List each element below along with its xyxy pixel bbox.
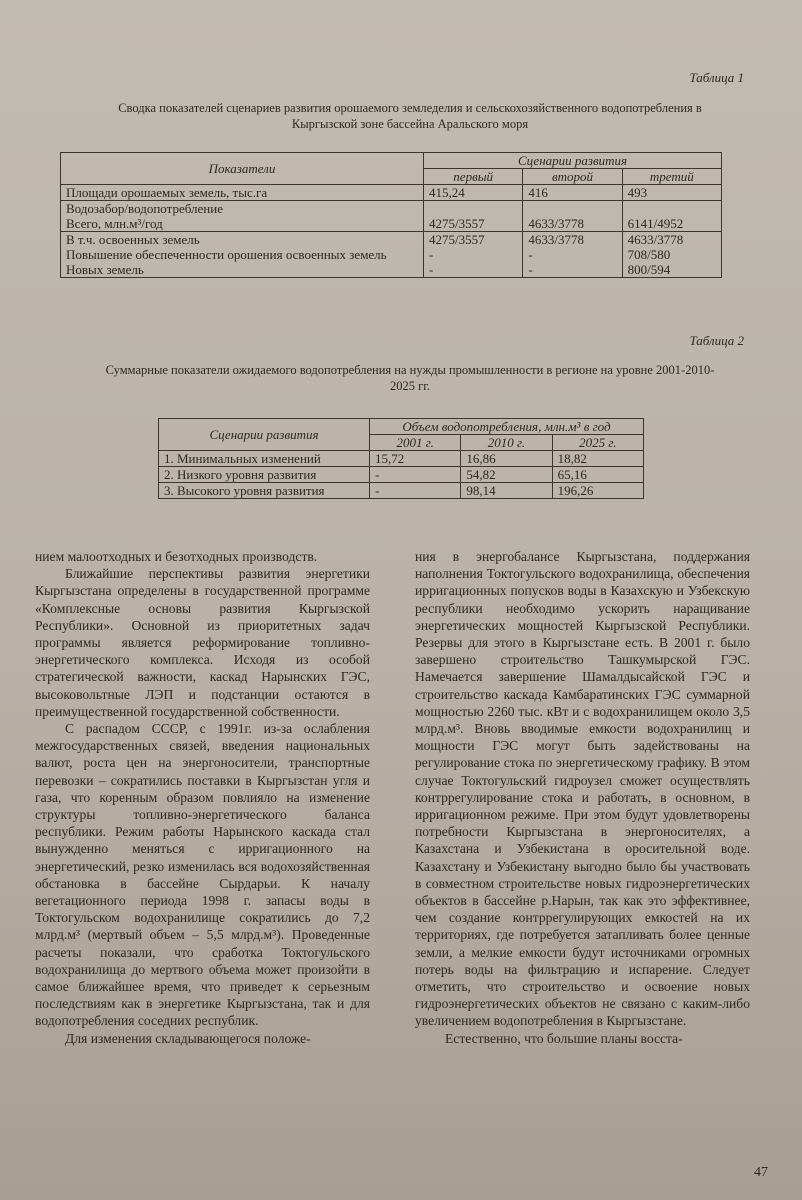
- table-cell: 2. Низкого уровня развития: [159, 467, 370, 483]
- table-cell: 54,82: [461, 467, 552, 483]
- table2-header-volume: Объем водопотребления, млн.м³ в год: [370, 419, 644, 435]
- table-cell: 65,16: [552, 467, 643, 483]
- table-cell: [61, 201, 424, 232]
- table-row: [61, 232, 722, 278]
- table-cell-line: Новых земель: [66, 262, 144, 277]
- table1-header-indicator: Показатели: [61, 153, 424, 185]
- table-row: [61, 201, 722, 232]
- table1-header-scenario-1: первый: [424, 169, 523, 185]
- table1-header-scenario-3: третий: [622, 169, 721, 185]
- table1-header-scenario-2: второй: [523, 169, 622, 185]
- table-cell: [424, 232, 523, 278]
- table-row: [61, 185, 722, 201]
- table-cell: 493: [622, 185, 721, 201]
- table-cell-line: Водозабор/водопотребление: [66, 201, 223, 216]
- table2: [158, 418, 644, 499]
- table-cell: 16,86: [461, 451, 552, 467]
- paragraph: ния в энергобалансе Кыргызстана, поддержания наполнения Токтогульского водохранилища, обеспечения ирригационных попусков воды в Казахскую и Узбекскую республики необходимо ускорить наращивание энергетических мощностей Кыргызской Республики. Резервы для этого в Кыргызстане есть. В 2001 г. было завершено строительство Ташкумырской ГЭС. Намечается завершение Шамалдысайской ГЭС и строительство каскада Камбаратинских ГЭС суммарной мощностью 2260 тыс. кВт и с водохранилищем около 3,5 млрд.м³. Вновь вводимые емкости водохранилищ и мощности ГЭС могут быть задействованы на регулирование стока по энергетическому графику. В этом случае Токтогульский гидроузел сможет осуществлять контррегулирование стока и работать, в основном, в ирригационном режиме. При этом будут удовлетворены потребности Кыргызстана в энергоносителях, а Казахстана и Узбекистана в оросительной воде. Казахстану и Узбекистану выгодно было бы участвовать в совместном строительстве новых гидроэнергетических объектов в бассейне р.Нарын, так как это эффективнее, чем создание контррегулирующих емкостей на их территориях, где потребуется затапливать более ценные земли, а мелкие емкости будут источниками огромных потерь воды на фильтрацию и испарение. Следует отметить, что строительство и освоение новых гидроэнергетических объектов не связано с каким-либо увеличением водопотребления в Кыргызстане.: [415, 549, 750, 1029]
- table-cell-line: Всего, млн.м³/год: [66, 216, 163, 231]
- table-cell: [523, 232, 622, 278]
- table1: [60, 152, 722, 278]
- paragraph: С распадом СССР, с 1991г. из-за ослабления межгосударственных связей, введения национальных валют, роста цен на энергоносители, транспортные перевозки – сократились поставки в Кыргызстан угля и газа, что коренным образом повлияло на изменение структуры топливно-энергетического баланса республики. Режим работы Нарынского каскада стал вынужденно меняться с ирригационного на энергетический, резко изменилась вся водохозяйственная обстановка в бассейне Сырдарьи. К началу вегетационного периода 1998 г. запасы воды в Токтогульском водохранилище сократились до 7,2 млрд.м³ (мертвый объем – 5,5 млрд.м³). Проведенные расчеты показали, что сработка Токтогульского водохранилища до мертвого объема может произойти в самое ближайшее время, что приведет к серьезным последствиям как в энергетике Кыргызстана, так и для водопотребления соседних республик.: [35, 721, 370, 1029]
- table-cell-line: 800/594: [627, 262, 671, 277]
- table-cell-line: -: [528, 247, 533, 262]
- table-cell: 4633/3778: [523, 201, 622, 232]
- paragraph: нием малоотходных и безотходных производств.: [35, 549, 318, 564]
- paragraph: Для изменения складывающегося положе-: [65, 1030, 311, 1046]
- table-cell: 98,14: [461, 483, 552, 499]
- table-cell: 415,24: [424, 185, 523, 201]
- page-number: 47: [754, 1165, 768, 1180]
- text-column-right: [415, 548, 750, 1047]
- table-cell-line: 708/580: [627, 247, 671, 262]
- table-cell: 196,26: [552, 483, 643, 499]
- table1-header-scenarios: Сценарии развития: [424, 153, 722, 169]
- paragraph: Естественно, что большие планы восста-: [445, 1030, 683, 1046]
- table-cell: 1. Минимальных изменений: [159, 451, 370, 467]
- table-cell-line: 4275/3557: [429, 232, 485, 247]
- table-cell: 4275/3557: [424, 201, 523, 232]
- table-cell: -: [370, 467, 461, 483]
- table-cell: Площади орошаемых земель, тыс.га: [61, 185, 424, 201]
- table-cell: [622, 232, 721, 278]
- table-cell-line: 4633/3778: [627, 232, 684, 247]
- table2-header-scenarios: Сценарии развития: [159, 419, 370, 451]
- text-column-left: [35, 548, 370, 1047]
- table-row: [159, 483, 644, 499]
- table-row: [159, 451, 644, 467]
- table-cell-line: -: [429, 262, 434, 277]
- table-cell: 18,82: [552, 451, 643, 467]
- table-cell: -: [370, 483, 461, 499]
- paragraph: Ближайшие перспективы развития энергетики Кыргызстана определены в государственной программе «Комплексные основы развития Кыргызской Республики». Основной из приоритетных задач программы является реформирование топливно-энергетического комплекса. Исходя из особой стратегической важности, каскад Нарынских ГЭС, высоковольтные ЛЭП и подстанции остаются в преимущественной государственной собственности.: [35, 566, 370, 719]
- table2-caption: Таблица 2: [689, 333, 744, 348]
- table2-header-year-2001: 2001 г.: [370, 435, 461, 451]
- table1-title: Сводка показателей сценариев развития орошаемого земледелия и сельскохозяйственного водопотребления в Кыргызской зоне бассейна Аральского моря: [118, 101, 702, 131]
- table2-header-year-2025: 2025 г.: [552, 435, 643, 451]
- table-cell: 3. Высокого уровня развития: [159, 483, 370, 499]
- table-cell: 15,72: [370, 451, 461, 467]
- table1-caption: Таблица 1: [689, 70, 744, 85]
- table-row: [159, 467, 644, 483]
- table-cell-line: Повышение обеспеченности орошения освоенных земель: [66, 247, 387, 262]
- table2-header-year-2010: 2010 г.: [461, 435, 552, 451]
- table-cell-line: -: [429, 247, 434, 262]
- table2-title: Суммарные показатели ожидаемого водопотребления на нужды промышленности в регионе на уровне 2001-2010-2025 гг.: [105, 363, 715, 393]
- table-cell-line: В т.ч. освоенных земель: [66, 232, 200, 247]
- table-cell: [61, 232, 424, 278]
- table-cell-line: 4633/3778: [528, 232, 584, 247]
- table-cell: 416: [523, 185, 622, 201]
- table-cell: 6141/4952: [622, 201, 721, 232]
- table-cell-line: -: [528, 262, 533, 277]
